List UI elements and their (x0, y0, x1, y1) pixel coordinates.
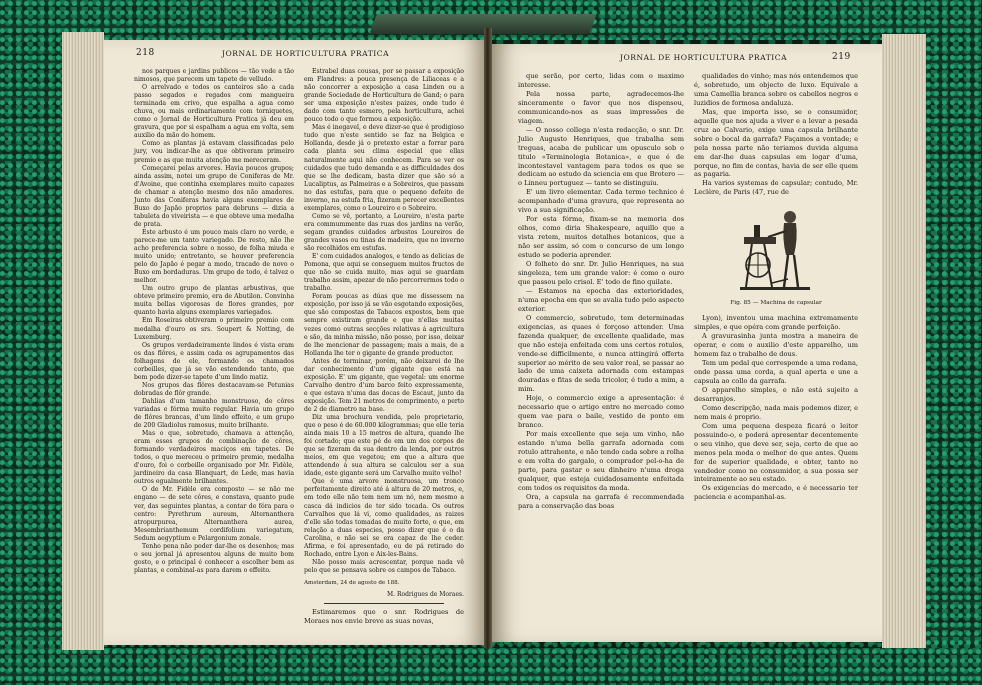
paragraph: Ha varios systemas de capsular; contudo, Mr. Leclère, de Paris (47, rue de (694, 179, 858, 197)
right-column-1 (518, 72, 684, 511)
figure-caption: Fig. 85 — Machina de capsular (730, 300, 822, 307)
machine-engraving-icon (732, 203, 818, 295)
left-column-1 (134, 68, 294, 575)
paragraph: Estrabel duas cousas, por se passar a exposição em Flandres: a pouca presença de Liliaceas e a não concorrer a exposição a casa Linden ou a grande Sociedade de Horticultura de Gand; o para ser uma exposição n'estes paizes, onde tudo é dado com tanto esmero, pela horticultura, achei pouco todo o que formou a exposição. (304, 68, 464, 124)
bookmark-ribbon (369, 14, 596, 34)
paragraph: Por mais excellente que seja um vinho, não estando n'uma bella garrafa adornada com rotulo attrahente, e não tendo cada sobre a rolha e em volta do gargalo, o comprador pel-o-ha de parte, para gastar o seu dinheiro n'uma droga qualquer, que esteja cuidadosamente enfeitada com todos os requisitos da moda. (518, 430, 684, 492)
paragraph: O arrelvado e todos os canteiros são a cada passo segados e regados com mangueira terminada em crivo, que espalha a agua como chuva, ou mais ordinariamente com torniquetes, como o Jornal de Horticultura Pratica já deu em gravura, que por si espalham a agua em volta, sem auxilio da mão do homem. (134, 84, 294, 140)
paragraph: Mas, que importa isso, se o consumidor, aquelle que nos ajuda a viver e a levar a pesada cruz ao Calvario, exige uma capsula brilhante sobre o bocal da garrafa? Façamos a vontade; e pela nossa parte não teriamos duvida alguma em dar-lhe duas capsulas em logar d'uma, porque, no fim de contas, havia de ser elle quem as pagaria. (694, 107, 858, 179)
right-column-2 (694, 72, 858, 502)
paragraph: E' com cuidados analogos, e tendo as delicias de Pomona, que aqui se conseguem muitos fructos de que não se cuida muito, mas aqui se guardam trabalho assim, apezar de não percorrermos todo o trabalho. (304, 253, 464, 293)
left-page-number: 218 (136, 48, 155, 58)
paragraph: Os grupos verdadeiramente lindos é vista eram os das flôres, e assim cada os agrupamentos das folhagens de ele, formando os chamados corbeilles, que já se vão estendendo tanto, que bem pode dizer-se tapete d'um lindo matiz. (134, 341, 294, 381)
paragraph: A gravurasinha junta mostra a maneira de operar, e com o auxilio d'este apparelho, um homem faz o trabalho de dous. (694, 332, 858, 359)
paragraph: Este arbusto é um pouco mais claro no verde, e parece-me um tanto variegado. De resto, não lhe acho preferencia sobre o nosso, de folha miuda e muito unido; entretanto, se houver preferencia pelo do Japão é pegar a modo, tracado de novo o Buxo em bordaduras. Um grupo de todo, é talvez o melhor. (134, 228, 294, 285)
marbled-cover-left (0, 0, 62, 685)
paragraph: Mas é inegavel, e deve dizer-se que é prodigioso tudo que n'este sentido se faz na Belgica e Hollanda, desde já o pretexto estar a forrar para cada planta seu clima especial que ellas naturalmente aqui não conhecem. Para se ver os cuidados que tudo demanda e as difficuldades dos que se lhe dedicam, basta dizer que são só a Lucaliptus, as Palmeiras e a Sobreiros, que passam no das estufas, para que o pequeno defeito de inverno, na estufa fria, fizeram perecer excellentes exemplares, como o Loureiro e o Sobreiro. (304, 124, 464, 212)
marbled-cover-bottom (0, 648, 982, 685)
right-page (492, 44, 882, 642)
paragraph: Que é uma arvore monstruosa, um tronco perfeitamente direito até á altura de 20 metros, e, em todo elle não tem nem um nó, nem mesmo a casca dá indicios de ter sido tocada. Os outros Carvalhos que lá vi, como qualidades, as raizes d'elle são todas tomadas de muito forte, o que, em relação a duas especies, posso dizer que é o da Carolina, e não sei se era capaz de lhe ceder. Afirma, e foi apresentado, eu de pá retirado do Rochado, entre Lyon e Aix-les-Bains. (304, 478, 464, 558)
paragraph: Hoje, o commercio exige a apresentação: é necessario que o artigo entre no mercado como quem vae para o baile, vestido de ponto em branco. (518, 394, 684, 430)
paragraph: O commercio, sobretudo, tem determinadas exigencias, as quaes é forçoso attender. Uma fazenda qualquer, de excellente qualidade, mas que não esteja enfeitada com uns certos rotulos, vende-se difficilmente, e nunca attingirá offerta superior ao mérito de seu valor real, se passar ao lado de uma caixeta adornada com estampas douradas e fitas de seda tricolor, é tudo a mim, a mim. (518, 313, 684, 394)
paragraph: E' um livro elementar. Cada termo technico é acompanhado d'uma gravura, que representa ao vivo a sua significação. (518, 188, 684, 215)
paragraph: O de Mr. Fidèle era composto — se não me engano — de sete côres, e constava, quanto pude ver, das seguintes plantas, a contar de fóra para o centro: Pyrethrum aureum, Alternanthera atropurpurea, Alternanthera aurea, Mesembrianthemum cordifolium variegatum, Sedum aegyptium e Pelargonium zonale. (134, 486, 294, 542)
left-running-head: JORNAL DE HORTICULTURA PRATICA (222, 49, 390, 58)
left-page (104, 40, 484, 645)
paragraph: Pela nossa parte, agradecemos-lhe sinceramente o favor que nos dispensou, communicando-nos as suas impressões de viagem. (518, 89, 684, 125)
right-page-stack (882, 34, 926, 648)
marbled-cover-right (926, 0, 982, 685)
paragraph: Dahlias d'um tamanho monstruoso, de côres variadas e fórma muito regular. Havia um grupo de flôres brancas, d'um lindo effeito, e um grupo de 200 Gladiolus ramosus, muito brilhante. (134, 397, 294, 430)
paragraph: Antes de terminar, porém, não deixarei de lhe dar conhecimento d'um gigante que está na exposição. E' um gigante, que vegetal: um enorme Carvalho dentro d'um barco feito expressamente, e que estava n'uma das docas de Escaut, junto da exposição. Tem 21 metros de comprimento, e perto de 2 de diametro na base. (304, 357, 464, 413)
paragraph: Começarei pelas arvores. Havia poucos grupos; ainda assim, notei um grupo de Coniferas de Mr. d'Avoine, que continha exemplares muito capazes de chamar a atenção mesmo dos não amadores. Junto das Coniferas havia alguns exemplares de Buxo do Japão proprios para debruns — dizia a tabuleta do viveirista — e que obteve uma medalha de prata. (134, 164, 294, 228)
paragraph: qualidades do vinho; mas nós entendemos que é, sobretudo, um objecto de luxo. Equivale a uma Camellia branca sobre os cabellos negros e luzidios de formosa andaluza. (694, 72, 858, 107)
paragraph: Diz uma brochura vendida, pelo proprietario, que o peso é de 60.000 kilogrammas; que elle teria ainda mais 10 a 15 metros de altura, quando lhe foi cortado; que este pé de em um dos corpos de que se fizeram da sua dentro da lenda, por outros meios, em que vegetou; em que a altura que attendendo á sua altura se calculou ser a sua idade, este gigante será um Carvalho muito velho! (304, 414, 464, 478)
paragraph: Com uma pequena despeza ficará o leitor possuindo-o, e poderá apresentar decentemente o seu vinho, que deve ser, seja, certo de que ao menos pela moda o melhor do que antes. Quem for de superior qualidade, e obter, tanto no vendedor como no consumidor, a sua possa ser inteiramente ao seu estado. (694, 421, 858, 484)
paragraph: — O nosso collega n'esta redacção, o snr. Dr. Julio Augusto Henriques, que trabalha sem treguas, acaba de publicar um opusculo sob o titulo «Terminologia Botanica», e que é de incontestavel vantagem para todos os que se dedicam ao estudo da sciencia em que Brotero — o Linneu portuguez — tanto se distinguiu. (518, 125, 684, 188)
paragraph: O apparelho simples, e não está sujeito a desarranjos. (694, 385, 858, 403)
paragraph: Como descripção, nada mais podemos dizer, e nem mais é proprio. (694, 403, 858, 421)
paragraph: Um outro grupo de plantas arbustivas, que obteve primeiro premio, era de Abutilon. Convinha muita bellas vigorosas de flores grandes, por quanto havia alguns exemplares variegados. (134, 285, 294, 317)
left-column-2 (304, 68, 464, 626)
letter-signature: M. Rodrigues de Moraes. (387, 591, 464, 598)
paragraph: Ora, a capsula na garrafa é recommendada para a conservação das boas (518, 492, 684, 510)
paragraph: O folheto do snr. Dr. Julio Henriques, na sua singeleza, tem um grande valor: é como o ouro que passou pelo crisol. E' todo de fino quilate. (518, 260, 684, 286)
paragraph: Tenho pena não poder dar-lhe os desenhos; mas o seu jornal já apresentou alguns de muito bom gosto, e o principal é conhecer a escolher bem as plantas, e combinal-as para darem o effeito. (134, 542, 294, 574)
paragraph: Foram poucas as dúas que me dissessem na exposição, por isso já se vão esgotando exposições, que são compostas de Tabacos expostos, bem que sempre existiram grande e que n'ellas muitas vezes como outras secções relativas á agricultura e são, da minha missão, não posso, por isso, deixar de lhe mencionar de passagem; mais a mais, de a Hollanda lhe ter o gigante de grande productor. (304, 293, 464, 357)
paragraph: — Estamos na epocha das exterioridades, n'uma epocha em que se avalia tudo pelo aspecto exterior. (518, 286, 684, 313)
paragraph: Tem um pedal que corresponde a uma rodana, onde passa uma corda, a qual aperta e une a capsula ao collo da garrafa. (694, 359, 858, 385)
paragraph: Não posso mais acrescentar, porque nada vê pelo que se pensava sobre os campos de Tabaco. (304, 558, 464, 574)
paragraph: que serão, por certo, lidas com o maximo interesse. (518, 72, 684, 89)
section-divider (324, 603, 444, 604)
paragraph: Como se vê, portanto, a Loureiro, n'esta parte era commummente das ruas dos jardins na verão, segam grandes cuidados arbustos Loureiros de grandes vasos ou tinas de madeira, que no inverno são recolhidos em estufas. (304, 212, 464, 253)
right-page-number: 219 (832, 52, 851, 62)
right-running-head: JORNAL DE HORTICULTURA PRATICA (620, 53, 788, 62)
paragraph: Como as plantas já estavam classificadas pelo jury, vou indicar-lhe as que obtiveram primeiro premio e as que muita atenção me mereceram. (134, 140, 294, 164)
left-page-stack (62, 32, 104, 650)
paragraph: Lyon), inventou uma machina extremamente simples, e que opéra com grande perfeição. (694, 314, 858, 332)
paragraph: Nos grupos das flôres destacavam-se Petunias dobradas de flôr grande. (134, 381, 294, 397)
letter-date: Amsterdam, 24 de agosto de 188. (304, 579, 400, 586)
right-page-header (492, 52, 882, 66)
closing-paragraph: Estimaremos que o snr. Rodrigues de Moraes nos envie breve as suas novas, (304, 608, 464, 626)
paragraph: Em Roseiras obtiveram o primeiro premio com medalha d'ouro os srs. Soupert & Notting, de Luxemburg. (134, 317, 294, 341)
paragraph: Por esta fórma, fixam-se na memoria dos olhos, como diria Shakespeare, aquillo que a vista retem, muitos detalhes botanicos, que a não ser assim, só com o concurso de um longo estudo se poderia aprender. (518, 215, 684, 260)
book-gutter (484, 28, 492, 648)
paragraph: Os exigencias do mercado, e é necessario ter paciencia e acompanhal-as. (694, 484, 858, 502)
left-page-header (104, 48, 484, 62)
capsule-machine-figure (694, 201, 858, 297)
paragraph: Mas o que, sobretudo, chamava a attenção, eram esses grupos de combinação de côres, formando verdadeiros maciços em tapetes. De todos, o que mereceu o primeiro premio, medalha d'ouro, foi o corbeille organisado por Mr. Fidèle, jardineiro da casa Blanquart, de Lede, mas havia outros egualmente brilhantes. (134, 430, 294, 486)
paragraph: nos parques e jardins publicos — tão vede a tão nimosos, que parecem um tapete de velludo. (134, 68, 294, 84)
